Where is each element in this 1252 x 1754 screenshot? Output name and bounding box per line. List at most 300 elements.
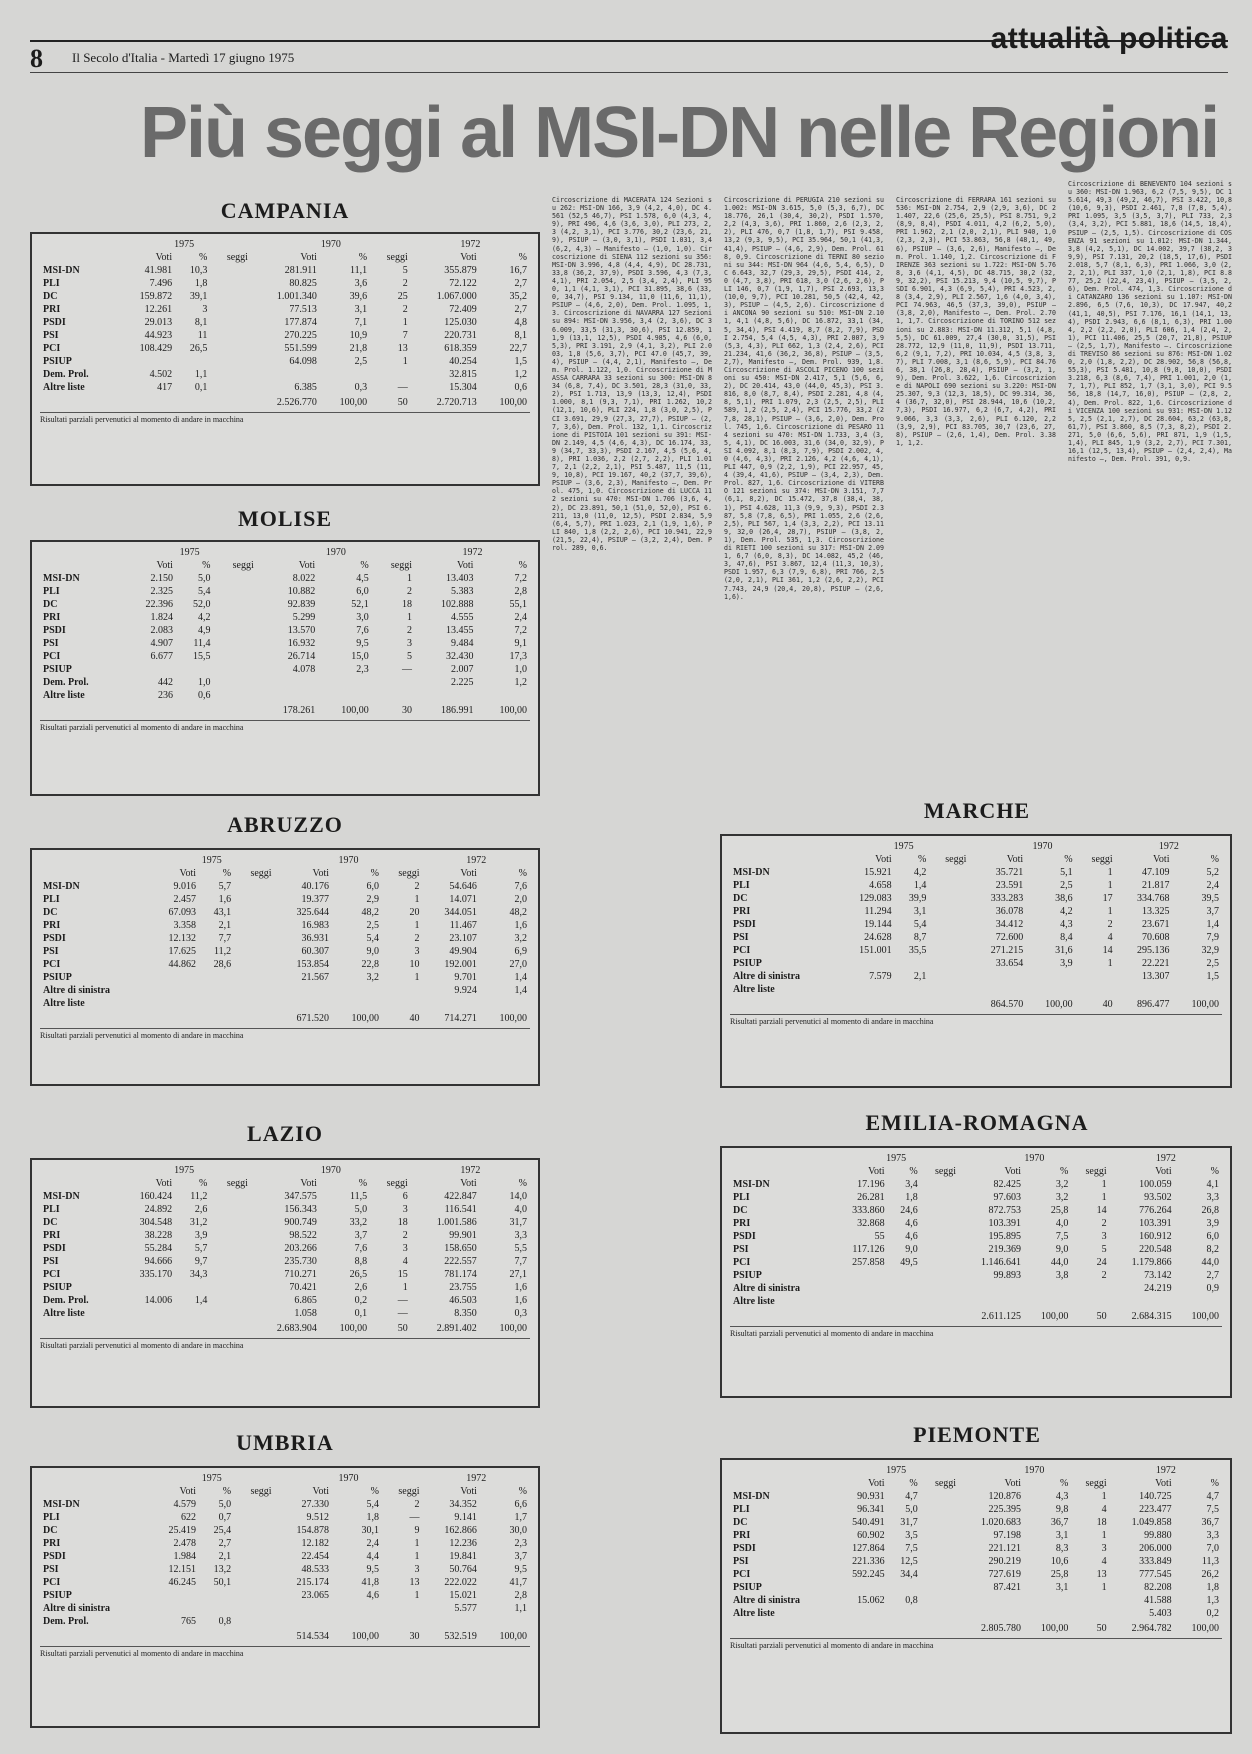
table-cell: 90.931 — [857, 1491, 885, 1502]
total-cell: 864.570 — [990, 999, 1024, 1010]
total-cell: 100,00 — [351, 1013, 380, 1024]
table-marche — [720, 834, 1232, 1088]
table-cell: 97.603 — [993, 1192, 1022, 1203]
table-cell: 1.824 — [150, 612, 173, 623]
column-header-voti: Voti — [456, 560, 474, 571]
total-cell: 100,00 — [1191, 999, 1219, 1010]
table-cell: 1 — [1107, 867, 1113, 878]
table-piemonte — [720, 1458, 1232, 1734]
total-cell: 50 — [397, 1323, 408, 1334]
column-header-pct: % — [222, 868, 232, 879]
table-cell: 5 — [402, 265, 408, 276]
table-cell: 1 — [1101, 1491, 1107, 1502]
table-cell — [199, 997, 234, 1010]
total-cell: 50 — [1096, 1623, 1107, 1634]
table-cell — [175, 1307, 210, 1320]
table-cell — [234, 906, 274, 919]
party-name: PSIUP — [43, 664, 72, 675]
table-cell: 34.412 — [995, 919, 1024, 930]
total-cell: 896.477 — [1136, 999, 1170, 1010]
table-cell — [833, 1607, 887, 1620]
table-row — [730, 1178, 1222, 1191]
table-row — [730, 1256, 1222, 1269]
table-cell — [969, 983, 1026, 996]
table-cell: 25,8 — [1050, 1205, 1069, 1216]
table-row — [40, 1524, 530, 1537]
total-cell: 100,00 — [499, 705, 527, 716]
table-cell: 3 — [1101, 1231, 1107, 1242]
table-cell: 120.876 — [988, 1491, 1022, 1502]
total-cell — [117, 1320, 175, 1335]
table-footnote: Risultati parziali pervenutici al momento di andare in macchina — [40, 720, 530, 732]
table-row — [730, 905, 1222, 918]
table-cell: 99.880 — [1144, 1530, 1172, 1541]
table-cell — [921, 1607, 959, 1620]
table-cell: 17,3 — [509, 651, 527, 662]
table-row — [40, 1268, 530, 1281]
table-cell — [332, 1602, 382, 1615]
party-name: PLI — [43, 278, 60, 289]
table-cell — [969, 970, 1026, 983]
table-cell: — — [397, 1295, 408, 1306]
text-column-3-body: Circoscrizione di FERRARA 161 sezioni su 536: MSI-DN 2.754, 2,9 (2,9, 3,6), DC 21.407, 22,6 (25,6, 25,5), PSI 8.751, 9,2 (8,9, 8,4), PSDI 4.011, 4,2 (6,2, 5,0), PRI 1.962, 2,1 (2,0, 2,1), PLI 940, 1,0 (2,3, 2,3), PCI 53.863, 56,8 (48,1, 49,6), PSIUP — (3,6, 2,6), Manifesto —, Dem. Prol. 1.140, 1,2. Circoscrizione di FIRENZE 363 sezioni su 1.722: MSI-DN 5.768, 3,6 (4,1, 4,5), DC 48.715, 30,2 (32,9, 32,2), PSI 15.213, 9,4 (10,5, 9,7), PSDI 6.901, 4,3 (6,9, 5,4), PRI 4.523, 2,8 (3,4, 2,9), PLI 2.567, 1,6 (4,0, 3,4), PCI 74.963, 46,5 (37,3, 39,0), PSIUP — (3,8, 2,0), Manifesto —, Dem. Prol. 2.701, 1,7. Circoscrizione di TORINO 512 sezioni su 2.883: MSI-DN 11.312, 5,1 (4,8, 5,5), DC 61.009, 27,4 (30,0, 31,5), PSI 28.772, 12,9 (11,0, 11,9), PSDI 13.711, 6,2 (9,1, 7,2), PRI 10.034, 4,5 (3,8, 3,7), PLI 7.008, 3,1 (8,6, 5,9), PCI 84.766, 38,1 (26,8, 28,4), PSIUP — (3,2, 1,9), Dem. Prol. 3.622, 1,6. Circoscrizione di NAPOLI 690 sezioni su 3.220: MSI-DN 25.307, 9,3 (12,3, 18,5), DC 99.314, 36,4 (36,7, 32,0), PSI 28.944, 10,6 (10,2, 7,3), PSDI 16.977, 6,2 (6,7, 4,2), PRI 9.066, 3,3 (3,3, 2,6), PLI 6.120, 2,2 (3,9, 2,9), PCI 83.705, 30,7 (23,6, 27,8), PSIUP — (2,6, 1,4), Dem. Prol. 3.381, 1,2. — [896, 196, 1056, 447]
table-row — [730, 1269, 1222, 1282]
party-name: PSI — [733, 1556, 749, 1567]
table-cell: 35,5 — [908, 945, 927, 956]
table-cell — [1175, 1295, 1222, 1308]
table-cell — [318, 689, 371, 702]
table-row — [730, 1191, 1222, 1204]
table-cell — [275, 1602, 332, 1615]
column-header-pct: % — [1064, 854, 1073, 865]
year-1975: 1975 — [174, 239, 195, 250]
table-cell: 1 — [414, 972, 420, 983]
results-table — [730, 840, 1222, 1011]
header-blank — [40, 1177, 117, 1190]
table-cell: 333.860 — [852, 1205, 885, 1216]
table-cell — [234, 1537, 274, 1550]
results-table — [730, 1152, 1222, 1323]
party-name: MSI-DN — [43, 1191, 80, 1202]
table-cell — [1071, 1295, 1109, 1308]
table-cell: 776.264 — [1139, 1205, 1172, 1216]
table-cell: 2.083 — [150, 625, 173, 636]
table-cell: 26,2 — [1201, 1569, 1219, 1580]
table-row — [40, 1550, 530, 1563]
column-header-seggi: seggi — [232, 560, 254, 571]
header-blank — [40, 559, 122, 572]
table-cell: 7,6 — [514, 881, 527, 892]
table-cell: 23.755 — [449, 1282, 477, 1293]
table-row — [40, 1255, 530, 1268]
table-cell — [234, 958, 274, 971]
table-cell — [117, 1281, 175, 1294]
table-cell: 5,4 — [197, 586, 211, 597]
party-name: Altre di sinistra — [733, 971, 801, 982]
party-name: PSI — [43, 1564, 59, 1575]
table-cell: 26,5 — [349, 1269, 368, 1280]
table-cell: 26,5 — [189, 343, 208, 354]
table-row — [730, 944, 1222, 957]
table-cell: 6,0 — [366, 881, 380, 892]
table-cell: 7,7 — [514, 1256, 527, 1267]
column-header-voti: Voti — [460, 252, 477, 263]
year-1970: 1970 — [338, 855, 359, 866]
header-blank — [40, 1472, 149, 1485]
column-header-voti: Voti — [1152, 854, 1170, 865]
table-cell: 0,9 — [1206, 1283, 1219, 1294]
table-cell — [921, 1581, 959, 1594]
table-cell: 5 — [406, 651, 412, 662]
table-cell: 49,5 — [900, 1257, 918, 1268]
party-name: PSDI — [43, 1551, 66, 1562]
table-cell: 8.022 — [292, 573, 316, 584]
table-cell: 2,5 — [354, 356, 368, 367]
table-cell: 153.854 — [296, 959, 330, 970]
table-row — [40, 381, 530, 394]
table-row — [730, 970, 1222, 983]
table-cell: 27.330 — [301, 1499, 330, 1510]
party-name: PLI — [43, 894, 60, 905]
table-cell: 4.078 — [292, 664, 316, 675]
table-cell: 3,9 — [1060, 958, 1073, 969]
table-cell: 5 — [1101, 1244, 1107, 1255]
table-cell: 30,0 — [509, 1525, 527, 1536]
results-table — [730, 1464, 1222, 1635]
table-cell: 1,4 — [1206, 919, 1219, 930]
table-cell — [1026, 983, 1075, 996]
table-cell — [929, 970, 969, 983]
year-1970: 1970 — [1032, 841, 1053, 852]
table-cell: 15.062 — [857, 1595, 885, 1606]
table-cell: 6 — [402, 1191, 408, 1202]
region-title-emilia: EMILIA-ROMAGNA — [865, 1110, 1089, 1135]
table-row — [40, 277, 530, 290]
table-cell: 72.409 — [449, 304, 477, 315]
table-cell: 765 — [181, 1616, 197, 1627]
table-cell: 103.391 — [988, 1218, 1022, 1229]
table-cell: — — [401, 664, 412, 675]
table-cell: 1,5 — [514, 356, 527, 367]
table-row — [40, 264, 530, 277]
header-blank — [40, 238, 117, 251]
table-row — [40, 1294, 530, 1307]
table-cell: 31,2 — [189, 1217, 208, 1228]
table-cell: 4 — [402, 1256, 408, 1267]
column-header-seggi: seggi — [386, 1178, 408, 1189]
table-cell: 19.377 — [301, 894, 330, 905]
table-cell: — — [397, 1308, 408, 1319]
table-footnote: Risultati parziali pervenutici al momento di andare in macchina — [40, 1338, 530, 1350]
table-cell: 14,0 — [509, 1191, 527, 1202]
totals-row — [40, 394, 530, 409]
table-cell: 1 — [406, 612, 412, 623]
table-cell: 16.983 — [301, 920, 330, 931]
table-cell: 23.671 — [1141, 919, 1170, 930]
table-cell — [921, 1191, 959, 1204]
table-cell: 4,2 — [913, 867, 927, 878]
table-cell: 12.182 — [301, 1538, 330, 1549]
table-cell: 116.541 — [444, 1204, 477, 1215]
table-cell — [117, 1307, 175, 1320]
table-cell: 3 — [402, 1204, 408, 1215]
party-name: PSDI — [733, 1231, 756, 1242]
table-cell: 40.254 — [449, 356, 477, 367]
table-cell: 7.579 — [869, 971, 892, 982]
text-column-1-body: Circoscrizione di MACERATA 124 Sezioni su 262: MSI-DN 166, 3,9 (4,2, 4,0), DC 4.561 (52,5 46,7), PSI 1.578, 6,0 (4,3, 4,9), PRI 496, 4,6 (3,6, 3,0), PLI 273, 2,3 (4,2, 3,1), PCI 3.776, 30,2 (23,6, 21,9), PSIUP — (3,0, 3,1), PSDI 1.031, 3,4 (6,2, 4,3) — Manifesto — (1,0, 1,0). Circoscrizione di SIENA 112 sezioni su 356: MSI-DN 3.996, 4,8 (4,4, 4,9), DC 28.731, 33,8 (36,2, 37,9), PSDI 3.596, 4,3 (7,3, 4,1), PRI 2.054, 2,5 (3,4, 2,4), PLI 950, 1,1 (4,1, 3,1), PCI 31.895, 38,6 (33,0, 34,7), PSI 9.134, 11,0 (11,6, 11,1), PSIUP — (4,6, 2,0), Dem. Prol. 1.095, 1,3. Circoscrizione di NAVARRA 127 Sezioni su 894: MSI-DN 3.956, 3,4 (2, 3,6), DC 36.009, 33,5 (31,3, 30,6), PSI 12.859, 11,9 (13,1, 12,5), PSDI 4.985, 4,6 (6,0, 5,3), PRI 3.191, 2,9 (4,1, 3,2), PLI 2.003, 1,8 (5,6, 3,7), PCI 47.0 (45,7, 39,4), PSIUP — (4,4, 2,1), Manifesto —, Dem. Prol. 1.122, 1,0. Circoscrizione di MASSA CARRARA 33 sezioni su 300: MSI-DN 834 (6,8, 7,4), DC 3.501, 28,3 (31,0, 33,2), PSI 1.713, 13,9 (13,3, 12,4), PSDI 1.000, 8,1 (9,3, 7,1), PRI 1.262, 10,2 (12,1, 10,6), PLI 224, 1,8 (3,0, 2,5), PCI 3.691, 29,9 (27,3, 27,7), PSIUP — (2,7, 3,6), Dem. Prol. 132, 1,1. Circoscrizione di PISTOIA 101 sezioni su 391: MSI-DN 2.149, 4,5 (4,6, 4,3), DC 16.174, 33,9 (34,7, 33,3), PSDI 2.167, 4,5 (5,6, 4,8), PRI 1.036, 2,2 (2,7, 2,2), PLI 1.017, 2,1 (2,2, 2,1), PSI 5.487, 11,5 (11,9, 10,8), PCI 19.167, 40,2 (37,7, 39,6), PSIUP — (3,6, 2,3), Manifesto —, Dem. Prol. 475, 1,0. Circoscrizione di LUCCA 112 sezioni su 470: MSI-DN 1.706 (3,6, 4,2), DC 23.891, 50,1 (51,0, 52,0), PSI 6.211, 13,0 (11,0, 12,5), PSDI 2.834, 5,9 (6,4, 5,7), PRI 1.023, 2,1 (1,9, 1,6), PLI 840, 1,8 (2,2, 2,6), PCI 10.941, 22,9 (21,5, 22,4), PSIUP — (3,2, 2,4), Dem. Prol. 289, 0,6. — [552, 196, 712, 553]
table-cell: 1 — [414, 894, 420, 905]
table-cell: 0,2 — [1206, 1608, 1219, 1619]
party-name: PSIUP — [43, 1590, 72, 1601]
party-name: MSI-DN — [733, 1491, 770, 1502]
total-cell: 100,00 — [339, 1323, 368, 1334]
table-cell: 24.628 — [864, 932, 892, 943]
column-header-pct: % — [198, 1178, 208, 1189]
total-cell: 2.684.315 — [1131, 1311, 1172, 1322]
table-cell: 9,0 — [905, 1244, 918, 1255]
table-cell: 4.907 — [150, 638, 173, 649]
table-cell — [213, 663, 256, 676]
column-header-pct: % — [518, 1178, 527, 1189]
year-1972: 1972 — [466, 855, 487, 866]
table-cell: 0,1 — [354, 1308, 368, 1319]
header-blank — [40, 251, 117, 264]
table-cell: 334.768 — [1136, 893, 1170, 904]
table-cell — [1071, 1607, 1109, 1620]
table-cell — [257, 676, 318, 689]
table-row — [40, 650, 530, 663]
text-column-2-body: Circoscrizione di PERUGIA 210 sezioni su 1.002: MSI-DN 3.615, 5,0 (5,3, 6,7), DC 18.776, 26,1 (30,4, 30,2), PSDI 1.570, 2,2 (4,3, 3,6), PRI 1.860, 2,6 (2,3, 2,2), PLI 476, 0,7 (1,8, 1,7), PSI 9.458, 13,2 (9,3, 9,5), PCI 35.964, 50,1 (41,3, 41,4), PSIUP — (4,6, 2,9), Dem. Prol. 618, 0,9. Circoscrizione di TERNI 80 sezioni su 344: MSI-DN 964 (4,6, 5,4, 6,5), DC 6.643, 32,7 (29,3, 29,5), PSDI 414, 2,0 (4,7, 3,8), PRI 618, 3,0 (2,6, 2,6), PLI 146, 0,7 (1,9, 1,7), PSI 2.693, 13,3 (10,0, 9,7), PCI 10.281, 50,5 (42,4, 42,3), PSIUP — (4,5, 2,6). Circoscrizione di ANCONA 90 sezioni su 510: MSI-DN 2.101, 4,1 (4,8, 5,6), DC 16.872, 33,1 (34,5, 34,4), PSI 4.419, 8,7 (8,2, 7,9), PSDI 2.754, 5,4 (4,5, 4,3), PRI 2.007, 3,9 (5,3, 4,3), PLI 662, 1,3 (2,4, 2,6), PCI 21.234, 41,6 (36,2, 36,8), PSIUP — (3,5, 2,7), Manifesto —, Dem. Prol. 939, 1,8. Circoscrizione di ASCOLI PICENO 100 sezioni su 450: MSI-DN 2.417, 5,1 (5,6, 6,2), DC 20.414, 43,0 (44,0, 45,3), PSI 3.816, 8,0 (8,7, 8,4), PSDI 2.281, 4,8 (4,8, 5,1), PRI 1.079, 2,3 (2,5, 2,5), PLI 589, 1,2 (2,5, 2,4), PCI 15.776, 33,2 (27,8, 28,1), PSIUP — (3,6, 2,0), Dem. Prol. 745, 1,6. Circoscrizione di PESARO 114 sezioni su 470: MSI-DN 1.733, 3,4 (3,5, 4,1), DC 16.003, 31,6 (34,0, 32,9), PSI 4.092, 8,1 (8,3, 7,9), PSDI 2.002, 4,0 (4,6, 4,3), PRI 2.126, 4,2 (4,6, 4,1), PLI 447, 0,9 (2,2, 1,9), PCI 22.957, 45,4 (39,4, 41,6), PSIUP — (3,4, 2,3), Dem. Prol. 827, 1,6. Circoscrizione di VITERBO 121 sezioni su 374: MSI-DN 3.151, 7,7 (6,1, 8,2), DC 15.472, 37,8 (38,4, 38,1), PSI 4.628, 11,3 (9,9, 9,3), PSDI 2.387, 5,8 (7,8, 6,5), PRI 1.055, 2,6 (2,6, 2,5), PLI 567, 1,4 (3,3, 2,2), PCI 13.119, 32,0 (26,4, 28,7), PSIUP — (3,8, 2,1), Dem. Prol. 535, 1,3. Circoscrizione di RIETI 100 sezioni su 317: MSI-DN 2.091, 6,7 (6,0, 8,3), DC 14.082, 45,2 (46,3, 47,6), PSI 3.867, 12,4 (11,3, 10,3), PSDI 1.957, 6,3 (7,9, 6,8), PRI 766, 2,5 (2,0, 2,1), PLI 361, 1,2 (2,6, 2,2), PCI 7.743, 24,9 (20,4, 20,8), PSIUP — (2,6, 1,6). — [724, 196, 884, 601]
table-row — [40, 1281, 530, 1294]
party-name: Dem. Prol. — [43, 1295, 89, 1306]
table-cell: 5,7 — [218, 881, 232, 892]
table-cell: 1,3 — [1206, 1595, 1219, 1606]
table-cell: 1 — [414, 1551, 420, 1562]
total-cell — [921, 1308, 959, 1323]
totals-label — [40, 1010, 149, 1025]
table-cell: 4,2 — [1060, 906, 1073, 917]
year-1970: 1970 — [320, 239, 341, 250]
table-cell: 5,1 — [1060, 867, 1073, 878]
table-cell: 36.078 — [995, 906, 1024, 917]
table-cell — [213, 637, 256, 650]
table-cell: 9,5 — [356, 638, 369, 649]
table-cell — [888, 1607, 921, 1620]
total-cell: 100,00 — [341, 705, 369, 716]
party-name: PRI — [733, 1218, 751, 1229]
table-cell: 2,5 — [1206, 958, 1219, 969]
table-cell — [210, 368, 251, 381]
table-cell: 41,8 — [361, 1577, 380, 1588]
table-cell: 281.911 — [284, 265, 317, 276]
table-row — [730, 1594, 1222, 1607]
party-name: PSIUP — [43, 972, 72, 983]
table-cell — [833, 1269, 887, 1282]
table-cell: 117.126 — [852, 1244, 885, 1255]
table-cell: 0,8 — [905, 1595, 918, 1606]
column-header-seggi: seggi — [398, 1486, 420, 1497]
total-cell: 514.534 — [296, 1631, 330, 1642]
party-name: PCI — [43, 959, 61, 970]
table-cell: 5.577 — [454, 1603, 477, 1614]
total-cell: 100,00 — [1040, 1311, 1069, 1322]
party-name: DC — [733, 1205, 748, 1216]
table-cell: 4,7 — [1206, 1491, 1219, 1502]
table-cell: 6.385 — [294, 382, 317, 393]
table-cell: 94.666 — [144, 1256, 173, 1267]
party-name: DC — [43, 1525, 58, 1536]
party-name: PSDI — [43, 625, 66, 636]
party-name: PCI — [43, 343, 61, 354]
table-row — [730, 1581, 1222, 1594]
table-cell — [332, 984, 382, 997]
column-header-voti: Voti — [875, 854, 892, 865]
table-cell — [210, 264, 251, 277]
table-cell: 24,6 — [900, 1205, 918, 1216]
total-cell: 186.991 — [440, 705, 474, 716]
table-cell: 22.221 — [1141, 958, 1170, 969]
header-rule-lower — [30, 72, 1228, 73]
column-header-voti: Voti — [155, 1178, 173, 1189]
table-cell — [199, 971, 234, 984]
total-cell: 2.611.125 — [981, 1311, 1022, 1322]
results-table — [40, 1472, 530, 1643]
table-cell: 1.058 — [294, 1308, 317, 1319]
table-cell: 4,8 — [514, 317, 527, 328]
table-cell: 50.764 — [449, 1564, 477, 1575]
totals-label — [40, 1320, 117, 1335]
party-name: MSI-DN — [733, 867, 770, 878]
table-cell: 22.454 — [301, 1551, 330, 1562]
party-name: PSIUP — [43, 1282, 72, 1293]
table-cell: 1,6 — [514, 920, 527, 931]
table-cell: 52,1 — [351, 599, 369, 610]
table-cell: 7,5 — [905, 1543, 918, 1554]
year-1975: 1975 — [893, 841, 914, 852]
table-cell: 8.350 — [454, 1308, 477, 1319]
party-name: PSDI — [733, 1543, 756, 1554]
table-cell — [921, 1555, 959, 1568]
table-cell — [833, 1295, 887, 1308]
table-cell: 270.225 — [284, 330, 317, 341]
table-cell: 7,9 — [1206, 932, 1219, 943]
table-cell — [213, 650, 256, 663]
table-cell: 13.307 — [1141, 971, 1170, 982]
table-cell — [213, 676, 256, 689]
table-cell — [476, 689, 530, 702]
table-cell: 2,7 — [514, 278, 527, 289]
year-1975: 1975 — [201, 855, 222, 866]
totals-row — [40, 702, 530, 717]
column-header-pct: % — [518, 1486, 527, 1497]
table-cell: 80.825 — [289, 278, 317, 289]
table-cell — [234, 919, 274, 932]
table-cell: 1,6 — [218, 894, 232, 905]
table-cell: 12.261 — [144, 304, 173, 315]
table-cell: 32.815 — [449, 369, 477, 380]
party-name: PRI — [43, 1230, 61, 1241]
column-header-pct: % — [918, 854, 927, 865]
party-name: PLI — [733, 1504, 750, 1515]
table-cell: 3,5 — [905, 1530, 918, 1541]
table-cell: 1,6 — [514, 1282, 527, 1293]
table-cell: 2 — [414, 933, 420, 944]
table-lazio — [30, 1158, 540, 1408]
table-cell: 22.396 — [145, 599, 173, 610]
header-blank — [730, 1165, 833, 1178]
table-cell: 46.245 — [168, 1577, 197, 1588]
table-cell: 10 — [409, 959, 420, 970]
party-name: DC — [43, 291, 58, 302]
party-name: PSI — [43, 946, 59, 957]
table-cell — [888, 1295, 921, 1308]
table-cell: 24.219 — [1144, 1283, 1172, 1294]
table-cell — [175, 1281, 210, 1294]
table-cell: 7 — [402, 330, 408, 341]
table-cell: 22,8 — [361, 959, 380, 970]
table-row — [40, 663, 530, 676]
table-cell: 50,1 — [213, 1577, 232, 1588]
table-cell: 3,3 — [1206, 1530, 1219, 1541]
table-cell: 1,6 — [514, 1295, 527, 1306]
table-cell: 3,2 — [514, 933, 527, 944]
year-1970: 1970 — [1024, 1465, 1045, 1476]
table-cell — [895, 957, 930, 970]
table-cell — [210, 1190, 251, 1203]
table-row — [40, 1229, 530, 1242]
table-cell: 3,9 — [1206, 1218, 1219, 1229]
table-cell — [888, 1282, 921, 1295]
table-cell — [1076, 970, 1116, 983]
table-cell: 13 — [1096, 1569, 1107, 1580]
table-cell — [213, 689, 256, 702]
table-cell: 2,1 — [218, 920, 232, 931]
table-cell: 0,1 — [194, 382, 208, 393]
year-1970: 1970 — [325, 547, 346, 558]
table-cell: 12,5 — [900, 1556, 918, 1567]
table-cell: 203.266 — [284, 1243, 317, 1254]
total-cell: 100,00 — [499, 397, 527, 408]
table-cell — [234, 984, 274, 997]
table-cell: 355.879 — [444, 265, 477, 276]
table-cell: 4 — [1101, 1504, 1107, 1515]
table-cell — [210, 303, 251, 316]
text-column-2 — [724, 196, 884, 786]
table-row — [40, 971, 530, 984]
table-cell: 12.151 — [168, 1564, 197, 1575]
table-cell: 32,9 — [1201, 945, 1219, 956]
total-cell: 30 — [409, 1631, 420, 1642]
table-cell — [921, 1256, 959, 1269]
table-row — [40, 303, 530, 316]
table-cell: 0,6 — [197, 690, 211, 701]
table-row — [730, 866, 1222, 879]
table-row — [730, 1607, 1222, 1620]
party-name: PRI — [43, 612, 61, 623]
column-header-pct: % — [222, 1486, 232, 1497]
column-header-voti: Voti — [312, 868, 330, 879]
table-cell: 25.419 — [168, 1525, 197, 1536]
total-cell — [210, 1320, 251, 1335]
table-row — [730, 918, 1222, 931]
table-row — [40, 637, 530, 650]
table-cell: 4,7 — [905, 1491, 918, 1502]
column-header-pct: % — [202, 560, 211, 571]
party-name: PLI — [43, 1204, 60, 1215]
total-cell: 50 — [1096, 1311, 1107, 1322]
table-cell — [149, 1589, 199, 1602]
table-cell: 48,2 — [509, 907, 527, 918]
